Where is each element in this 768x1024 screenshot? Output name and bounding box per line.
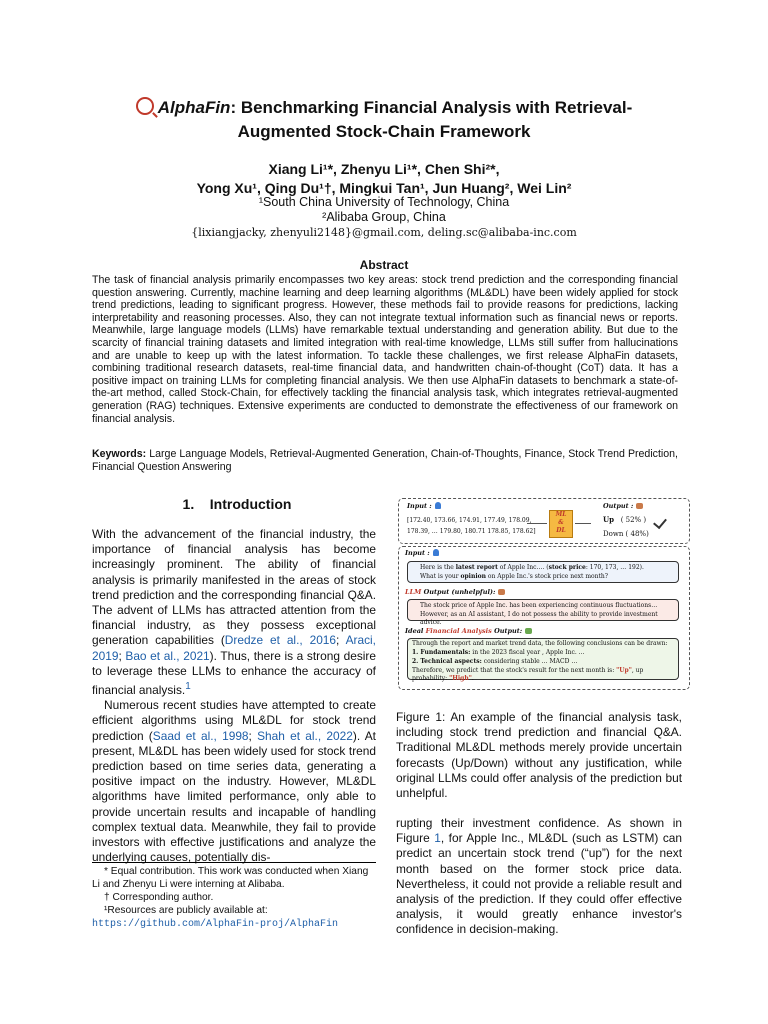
figure-1: [398, 498, 688, 690]
robot-icon: [525, 628, 532, 634]
title-line1: : Benchmarking Financial Analysis with Retrieval-: [230, 98, 633, 117]
fig-ideal-label: Ideal Financial Analysis Output:: [405, 627, 532, 635]
citation-link[interactable]: Araci, 2019: [92, 633, 376, 663]
affiliations: [60, 195, 708, 225]
fig-up: Up ( 52% ): [603, 515, 647, 524]
intro-paragraph-2: Numerous recent studies have attempted to create efficient algorithms using ML&DL for stock trend prediction (Saad et al., 1998; Shah et al., 2022). At present, ML&DL has been widely used for stock trend prediction based on time series data, generating a positive impact on the industry. However, ML&DL algorithms have limited performance, only able to provide uncertain results and incapable of handling complex textual data. Meanwhile, they fail to provide investors with effective justifications and analyze the underlying causes, potentially dis-: [92, 698, 376, 865]
citation-link[interactable]: Dredze et al., 2016: [224, 633, 337, 648]
user-icon: [433, 549, 439, 556]
resource-url-link[interactable]: https://github.com/AlphaFin-proj/AlphaFin: [92, 919, 339, 930]
footnote-corresponding: † Corresponding author.: [104, 892, 214, 903]
fig-series-line1: [172.40, 173.66, 174.91, 177.49, 178.09,: [407, 517, 532, 524]
fig-ideal-output-box: Through the report and market trend data, the following conclusions can be drawn: 1. Fundamentals: in the 2023 fiscal year , Apple Inc. … 2. Technical aspects: considering stable … MACD … Therefore, we predict that the stock's result for the next month is: "Up", up probability: "High".: [407, 638, 679, 680]
citation-link[interactable]: Bao et al., 2021: [125, 648, 210, 663]
abstract-text: The task of financial analysis primarily encompasses two key areas: stock trend prediction and the corresponding financial question answering. Currently, machine learning and deep learning algorithms (ML&DL) have been widely applied for stock trend predictions, leading to significant progress. However, these methods fail to provide reasons for predictions, lacking interpretability and reasoning processes. Also, they can not integrate textual information such as financial news or reports. Meanwhile, large language models (LLMs) have remarkable textual understanding and generation ability. But due to the scarcity of financial training datasets and limited integration with real-time knowledge, LLMs still suffer from hallucinations and are unable to keep up with the latest information. To tackle these challenges, we first release AlphaFin datasets, combining traditional research datasets, real-time financial data, and handwritten chain-of-thought (CoT) data. It has a positive impact on training LLMs for completing financial analysis. We then use AlphaFin datasets to benchmark a state-of-the-art method, called Stock-Chain, for effectively tackling the financial analysis task, which integrates retrieval-augmented generation (RAG) techniques. Extensive experiments are conducted to demonstrate the effectiveness of our framework on financial analysis.: [92, 274, 678, 425]
fig-output-label: Output :: [603, 502, 643, 510]
abstract-heading: Abstract: [359, 258, 409, 272]
authors: [60, 160, 708, 198]
figure-caption: Figure 1: An example of the financial analysis task, including stock trend prediction and financial Q&A. Traditional ML&DL methods merely provide uncertain forecasts (Up/Down) without any justification, while original LLMs could offer analysis of the prediction but unhelpful.: [396, 710, 682, 801]
emails: {lixiangjacky, zhenyuli2148}@gmail.com, deling.sc@alibaba-inc.com: [191, 226, 577, 239]
fig-qa-panel: [398, 546, 690, 690]
ml-dl-box: ML & DL: [549, 510, 573, 538]
footnote-equal: * Equal contribution. This work was conducted when Xiang Li and Zhenyu Li were interning at Alibaba.: [92, 866, 369, 890]
fig-input-label: Input :: [407, 502, 441, 510]
arrow-icon: [575, 523, 591, 524]
user-icon: [435, 502, 441, 509]
fig-down: Down ( 48%): [603, 530, 649, 538]
magnifier-logo-icon: [136, 97, 154, 115]
authors-line2: Yong Xu¹, Qing Du¹†, Mingkui Tan¹, Jun Huang², Wei Lin²: [196, 180, 572, 196]
title-name: AlphaFin: [157, 98, 231, 117]
citation-link[interactable]: Saad et al., 1998: [152, 728, 249, 743]
title-line2: Augmented Stock-Chain Framework: [237, 122, 531, 141]
fig-llm-output-box: The stock price of Apple Inc. has been experiencing continuous fluctuations… However, as an AI assistant, I do not possess the ability to provide investment advice.: [407, 599, 679, 621]
intro-right-column: rupting their investment confidence. As shown in Figure 1, for Apple Inc., ML&DL (such as LSTM) can predict an uncertain stock trend (“up”) for the next month based on the former stock price data. Nevertheless, it could not provide a reliable result and analysis of the prediction. If they could offer effective analysis, it would greatly enhance investor's confidence in decision-making.: [396, 816, 682, 937]
intro-paragraph-1: With the advancement of the financial industry, the importance of financial analysis has become increasingly prominent. The ability of financial analysis is primarily manifested in the areas of stock trend prediction and the corresponding financial Q&A. The advent of LLMs has attracted attention from the financial industry, as they possess exceptional generation capabilities (Dredze et al., 2016; Araci, 2019; Bao et al., 2021). Thus, there is a strong desire to leverage these LLMs to enhance the accuracy of financial analysis.$^1$: [92, 527, 376, 697]
section-number: 1.: [182, 496, 195, 512]
affiliation-2: ²Alibaba Group, China: [322, 210, 446, 224]
figure-ref-link[interactable]: 1: [434, 831, 441, 846]
fig-question-box: Here is the latest report of Apple Inc.… (stock price: 170, 173, … 192). What is your opinion on Apple Inc.'s stock price next month?: [407, 561, 679, 583]
authors-line1: Xiang Li¹*, Zhenyu Li¹*, Chen Shi²*,: [268, 161, 500, 177]
keywords-label: Keywords:: [92, 448, 147, 460]
keywords: [92, 448, 678, 474]
robot-icon: [498, 589, 505, 595]
footnotes: [92, 862, 376, 931]
section-title: Introduction: [209, 496, 292, 512]
keywords-text: Large Language Models, Retrieval-Augmented Generation, Chain-of-Thoughts, Finance, Stock Trend Prediction, Financial Question Answering: [92, 448, 678, 473]
fig-llm-label: LLM Output (unhelpful):: [405, 588, 505, 596]
checkmark-icon: [653, 515, 667, 529]
robot-icon: [636, 503, 643, 509]
section-heading: [92, 496, 382, 512]
intro-left-column: [92, 527, 376, 865]
fig-stock-prediction-panel: [398, 498, 690, 544]
affiliation-1: ¹South China University of Technology, China: [258, 195, 510, 209]
citation-link[interactable]: Shah et al., 2022: [257, 728, 353, 743]
fig-series-line2: 178.39, … 179.80, 180.71 178.85, 178.62]: [407, 528, 536, 535]
footnote-resources: ¹Resources are publicly available at: https://github.com/AlphaFin-proj/AlphaFin: [92, 905, 339, 930]
fig-input-label-2: Input :: [405, 549, 439, 557]
footnote-ref[interactable]: 1: [185, 681, 191, 693]
paper-title: [60, 96, 708, 144]
arrow-icon: [527, 523, 547, 524]
